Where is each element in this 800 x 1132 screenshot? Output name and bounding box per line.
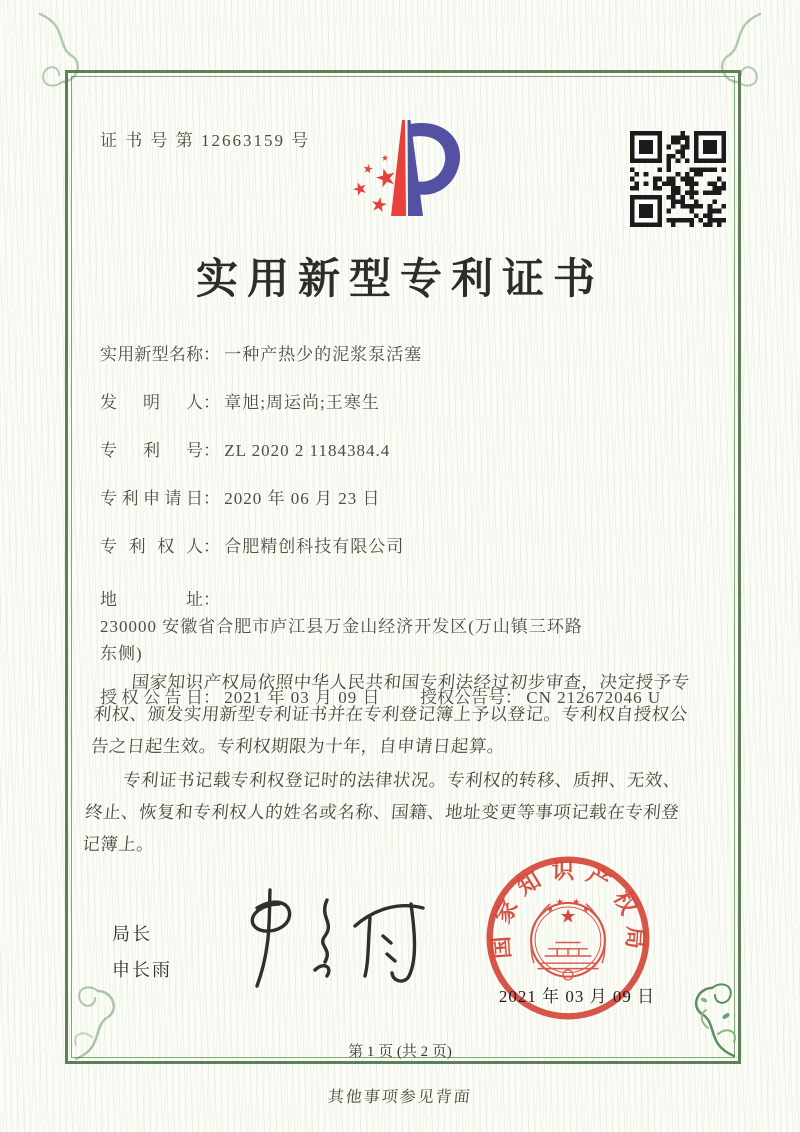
field-label: 发明人	[100, 393, 203, 412]
field-colon: ：	[203, 590, 220, 609]
legal-paragraph-1: 国家知识产权局依照中华人民共和国专利法经过初步审查，决定授予专利权、颁发实用新型专利证书并在专利登记簿上予以登记。专利权自授权公告之日起生效。专利权期限为十年，自申请日起算。	[90, 672, 691, 756]
cnipa-logo-icon	[335, 116, 470, 228]
field-value-patent-number: ZL 2020 2 1184384.4	[224, 441, 391, 460]
field-label: 授权公告号	[420, 688, 505, 707]
seal-date: 2021 年 03 月 09 日	[498, 987, 656, 1006]
field-label: 专利号	[100, 441, 203, 460]
certificate-title: 实用新型专利证书	[195, 257, 604, 303]
field-colon: ：	[203, 345, 220, 364]
field-value-inventors: 章旭;周运尚;王寒生	[224, 393, 380, 412]
field-value-address: 230000 安徽省合肥市庐江县万金山经济开发区(万山镇三环路东侧)	[100, 617, 583, 663]
field-label: 专利权人	[100, 537, 203, 556]
field-value-filing-date: 2020 年 06 月 23 日	[224, 489, 381, 508]
commissioner-name: 申长雨	[112, 960, 172, 980]
field-colon: ：	[203, 537, 220, 556]
seal-emblem-stars	[545, 898, 590, 923]
field-row-filing-date	[100, 490, 710, 508]
field-colon: ：	[203, 489, 220, 508]
back-note: 其他事项参见背面	[326, 1089, 473, 1106]
legal-text	[81, 666, 704, 862]
field-label: 地址	[100, 590, 203, 609]
field-row-address	[100, 586, 710, 667]
field-colon: ：	[203, 393, 220, 412]
field-value-grant-number: CN 212672046 U	[526, 688, 662, 707]
certificate-number: 证 书 号 第 12663159 号	[100, 131, 311, 150]
page-number: 第 1 页 (共 2 页)	[348, 1044, 452, 1060]
field-label: 授权公告日	[100, 688, 203, 707]
field-row-name	[100, 346, 710, 364]
logo-stars	[351, 155, 397, 213]
field-value-invention-name: 一种产热少的泥浆泵活塞	[224, 345, 423, 364]
commissioner-signature	[215, 878, 435, 993]
field-colon: ：	[203, 441, 220, 460]
field-colon: ：	[203, 688, 220, 707]
seal-text: 国家知识产权局	[487, 858, 649, 960]
corner-flourish-icon	[714, 12, 770, 98]
legal-paragraph-2: 专利证书记载专利权登记时的法律状况。专利权的转移、质押、无效、终止、恢复和专利权人的姓名或名称、国籍、地址变更等事项记载在专利登记簿上。	[81, 770, 682, 854]
field-row-patentee	[100, 538, 710, 556]
field-label: 实用新型名称	[100, 345, 203, 364]
field-value-patentee: 合肥精创科技有限公司	[224, 537, 405, 556]
field-value-grant-date: 2021 年 03 月 09 日	[224, 688, 381, 707]
field-row-patent-no	[100, 442, 710, 460]
commissioner-title: 局长	[112, 924, 152, 944]
corner-flourish-icon	[30, 12, 86, 98]
field-colon: ：	[505, 688, 522, 707]
qr-code	[630, 131, 726, 227]
field-label: 专利申请日	[100, 489, 203, 508]
field-row-inventor	[100, 394, 710, 412]
